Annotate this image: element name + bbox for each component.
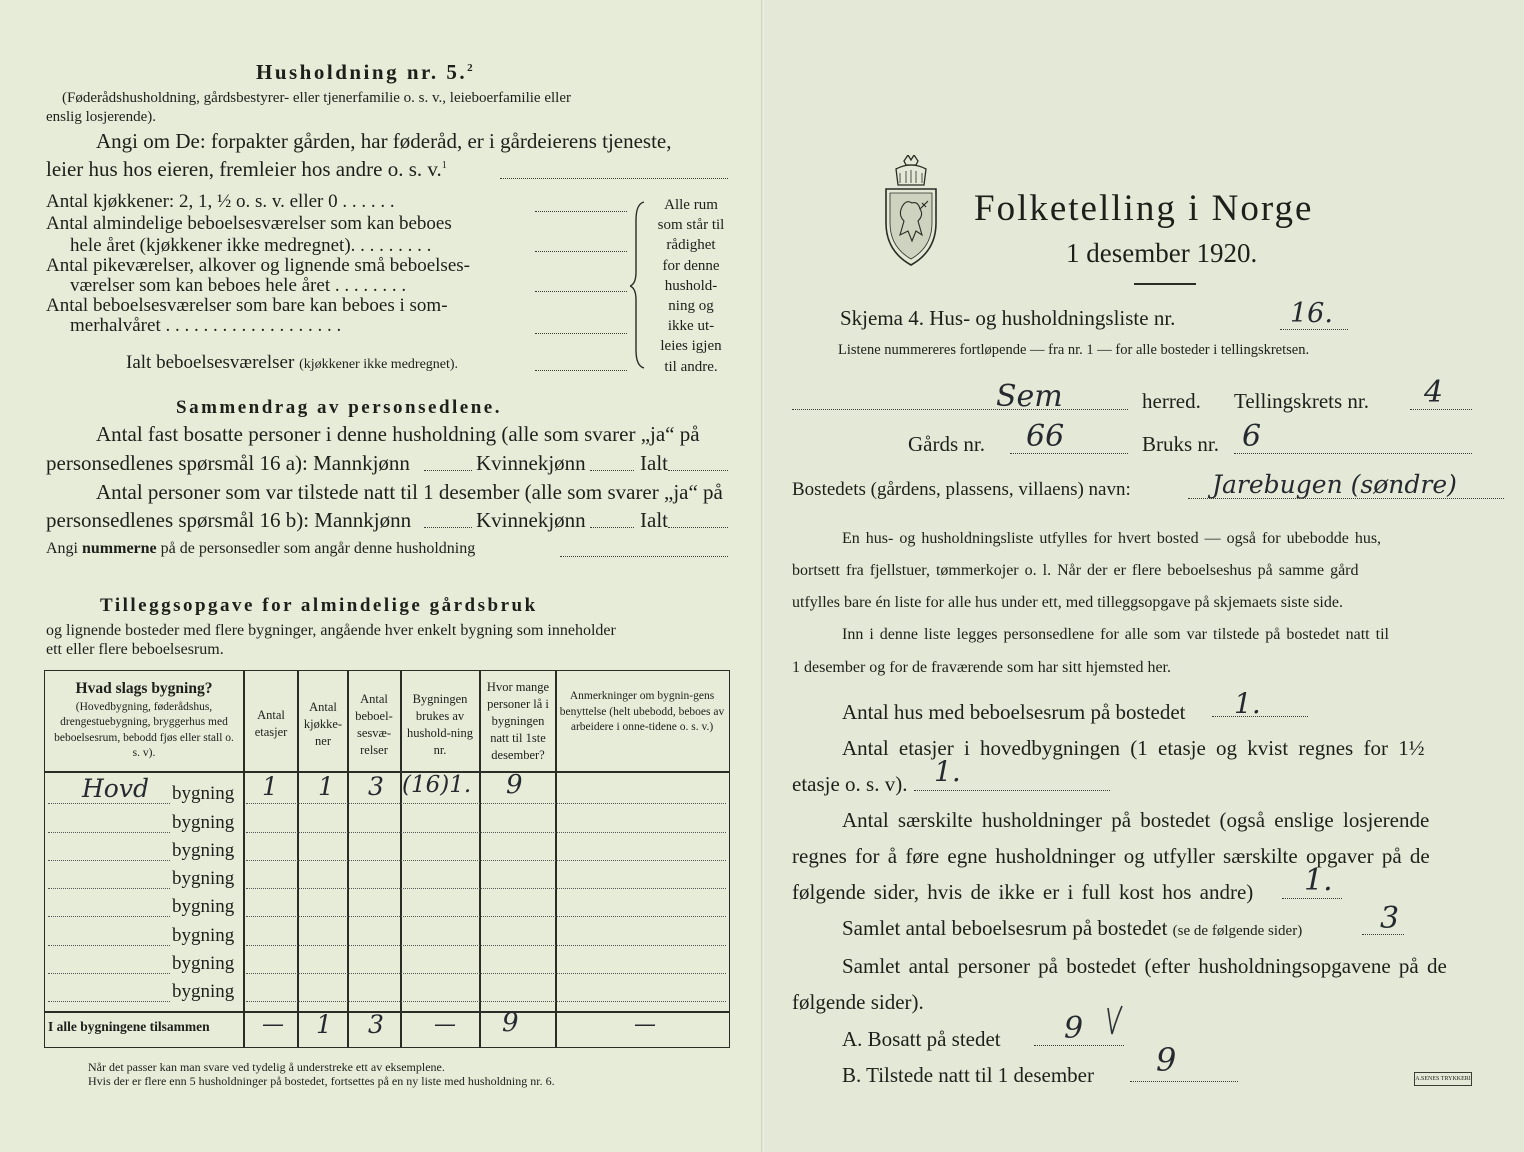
schema-line [1280,329,1348,330]
herred-line [792,409,1128,410]
col-header-type: Hvad slags bygning? (Hovedbygning, føderådshus, drengestuebygning, bryggerhus med beboelsesrum, bebodd fjøs eller stall o. s. v). [54,680,234,760]
a-floors: 1. [934,755,961,788]
instructions-1: En hus- og husholdningsliste utfylles for hvert bosted — også for ubebodde hus, [842,530,1382,547]
col-divider [555,671,557,1047]
rooms-total-line [535,370,627,371]
household-intro-2: enslig losjerende). [46,109,156,125]
q-floors-2: etasje o. s. v). [792,772,908,796]
row-building-label: bygning [172,925,235,946]
col-divider [479,671,481,1047]
krets-value: 4 [1424,375,1444,410]
answer-line [424,527,472,528]
row-building-label: bygning [172,896,235,917]
summary-line-4: personsedlenes spørsmål 16 b): Mannkjønn [46,508,412,532]
answer-line [590,527,634,528]
row-type-line [48,1001,170,1002]
nummerne-line [560,556,728,557]
totals-rooms: 3 [368,1010,384,1039]
herred-label: herred. [1142,389,1201,413]
q-floors-1: Antal etasjer i hovedbygningen (1 etasje og kvist regnes for 1½ [842,736,1425,760]
kvinnekjonn-label: Kvinnekjønn [476,451,586,475]
q-resident: A. Bosatt på stedet [842,1027,1001,1051]
footnote-1: Når det passer kan man svare ved tydelig å understreke ett av eksemplene. [88,1060,445,1074]
gards-label: Gårds nr. [908,432,985,456]
rooms-ordinary: Antal almindelige beboelsesværelser som kan beboes [46,213,452,234]
form-title: Folketelling i Norge [974,188,1314,229]
row-building-label: bygning [172,812,235,833]
krets-label: Tellingskrets nr. [1234,389,1370,413]
a-resident: 9 [1064,1011,1084,1046]
rooms-ordinary-2: hele året (kjøkkener ikke medregnet). . . . . . . . . [70,235,432,256]
row-building-label: bygning [172,840,235,861]
rooms-line [1362,934,1404,935]
krets-line [1410,409,1472,410]
q-households-1: Antal særskilte husholdninger på bostedet (også enslige losjerende [842,808,1430,832]
instructions-3: utfylles bare én liste for alle hus under ett, med tilleggsopgave på skjemaets siste side. [792,594,1343,611]
a-rooms: 3 [1380,901,1400,936]
angi-nummerne: Angi nummerne på de personsedler som angår denne husholdning [46,540,476,557]
angi-answer-line [500,178,728,179]
row-type-line [48,916,170,917]
row-cells-line [246,832,726,833]
totals-floors: — [262,1012,284,1037]
totals-divider [45,1011,729,1013]
household-title: Husholdning nr. 5.$^2$ [256,60,476,84]
supplement-title: Tilleggsopgave for almindelige gårdsbruk [100,595,538,616]
header-divider [45,771,729,773]
row-type-line [48,860,170,861]
instructions-2: bortsett fra fjellstuer, tømmerkojer o. l. Når der er flere beboelseshus på samme gård [792,562,1359,579]
totals-persons: 9 [502,1008,519,1038]
bruks-label: Bruks nr. [1142,432,1220,456]
summary-line-3: Antal personer som var tilstede natt til 1 desember (alle som svarer „ja“ på [96,480,723,504]
present-line [1130,1081,1238,1082]
q-rooms: Samlet antal beboelsesrum på bostedet (se de følgende sider) [842,916,1303,940]
right-page [764,0,1524,1152]
rooms-total: Ialt beboelsesværelser (kjøkkener ikke medregnet). [126,352,459,373]
q-households-3: følgende sider, hvis de ikke er i full kost hos andre) [792,880,1254,904]
answer-line [668,527,728,528]
row-cells-line [246,945,726,946]
answer-line [668,470,728,471]
row-cells-line [246,1001,726,1002]
kvinnekjonn-label-2: Kvinnekjønn [476,508,586,532]
instructions-4: Inn i denne liste legges personsedlene for alle som var tilstede på bostedet natt til [842,626,1389,643]
col-header-household: Bygningen brukes av hushold-ning nr. [407,692,473,757]
summary-title: Sammendrag av personsedlene. [176,397,502,418]
col-header-floors: Antal etasjer [254,708,288,739]
rooms-maids-2: værelser som kan beboes hele året . . . . . . . . [70,275,407,296]
side-note: Alle rum som står til rådighet for denne hushold- ning og ikke ut- leies igjen til andre. [657,197,725,375]
row1-floors: 1 [262,772,278,801]
summary-line-2: personsedlenes spørsmål 16 a): Mannkjønn [46,451,410,475]
resident-line [1034,1045,1124,1046]
row1-household: (16)1. [402,772,472,798]
gards-value: 66 [1026,419,1065,454]
printer-stamp: A.SENES TRYKKERI [1414,1072,1472,1086]
listing-note: Listene nummereres fortløpende — fra nr. 1 — for alle bosteder i tellingskretsen. [838,342,1310,358]
coat-of-arms-icon [882,155,940,267]
ialt-label-2: Ialt [640,508,668,532]
answer-line [590,470,634,471]
row1-kitchens: 1 [318,772,334,801]
rooms-kitchens: Antal kjøkkener: 2, 1, ½ o. s. v. eller 0 . . . . . . [46,191,395,212]
household-intro-1: (Føderådshusholdning, gårdsbestyrer- eller tjenerfamilie o. s. v., leieboerfamilie eller [62,90,571,106]
brace-icon [630,200,650,370]
ialt-label: Ialt [640,451,668,475]
row1-persons: 9 [506,770,523,800]
answer-line [535,333,627,334]
houses-line [1212,716,1308,717]
row1-type: Hovd [82,774,149,803]
q-present: B. Tilstede natt til 1 desember [842,1063,1094,1087]
row-cells-line [246,888,726,889]
row-cells-line [246,916,726,917]
supplement-intro-1: og lignende bosteder med flere bygninger, angående hver enkelt bygning som inneholder [46,622,616,639]
angi-line-2: leier hus hos eieren, fremleier hos andre o. s. v.$^1$ [46,157,447,181]
q-persons-2: følgende sider). [792,990,924,1014]
q-houses: Antal hus med beboelsesrum på bostedet [842,700,1186,724]
totals-label: I alle bygningene tilsammen [48,1019,210,1034]
row-type-line [48,973,170,974]
row-cells-line [246,973,726,974]
bosted-value: Jarebugen (søndre) [1212,470,1457,499]
bruks-value: 6 [1242,419,1262,454]
totals-remarks: — [634,1012,656,1037]
bosted-label: Bostedets (gårdens, plassens, villaens) navn: [792,479,1131,500]
summary-line-1: Antal fast bosatte personer i denne husholdning (alle som svarer „ja“ på [96,422,700,446]
row1-rooms: 3 [368,772,384,801]
col-divider [400,671,402,1047]
col-divider [297,671,299,1047]
row-type-line [48,888,170,889]
row-cells-line [246,860,726,861]
totals-household: — [434,1012,456,1037]
row-type-line [48,945,170,946]
q-persons-1: Samlet antal personer på bostedet (efter husholdningsopgavene på de [842,954,1447,978]
row-type-line [48,832,170,833]
totals-kitchens: 1 [316,1010,332,1039]
gards-line [1010,453,1128,454]
answer-line [535,291,627,292]
check-mark-icon [1104,1004,1126,1040]
q-households-2: regnes for å føre egne husholdninger og utfyller særskilte opgaver på de [792,844,1430,868]
schema-number: 16. [1290,298,1333,329]
angi-line-1: Angi om De: forpakter gården, har føderåd, er i gårdeierens tjeneste, [96,129,672,153]
row-cells-line [246,803,726,804]
floors-line [914,790,1110,791]
bruks-line [1234,453,1472,454]
rooms-summer-2: merhalvåret . . . . . . . . . . . . . . . . . . . [70,315,342,336]
households-line [1282,898,1342,899]
title-rule [1134,283,1196,285]
rooms-maids: Antal pikeværelser, alkover og lignende små beboelses- [46,255,470,276]
answer-line [535,251,627,252]
schema-label: Skjema 4. Hus- og husholdningsliste nr. [840,306,1176,330]
form-date: 1 desember 1920. [1066,238,1258,268]
row-building-label: bygning [172,953,235,974]
a-households: 1. [1304,863,1333,898]
footnote-2: Hvis der er flere enn 5 husholdninger på bostedet, fortsettes på en ny liste med husholdning nr. 6. [88,1074,555,1088]
a-houses: 1. [1234,687,1261,720]
row-building-label: bygning [172,783,235,804]
col-header-kitchens: Antal kjøkke-ner [303,700,343,748]
a-present: 9 [1156,1041,1177,1079]
row-type-line [48,803,170,804]
col-header-rooms: Antal beboel-sesvæ-relser [355,692,393,757]
col-divider [347,671,349,1047]
row-building-label: bygning [172,868,235,889]
answer-line [535,211,627,212]
bosted-line [1188,498,1504,499]
building-table [44,670,730,1048]
rooms-summer: Antal beboelsesværelser som bare kan beboes i som- [46,295,448,316]
herred-value: Sem [996,379,1063,414]
col-divider [243,671,245,1047]
answer-line [424,470,472,471]
col-header-remarks: Anmerkninger om bygnin-gens benyttelse (helt ubebodd, beboes av arbeidere i onne-tidene o. s. v.) [559,690,725,734]
row-building-label: bygning [172,981,235,1002]
supplement-intro-2: ett eller flere beboelsesrum. [46,641,224,658]
col-header-persons: Hvor mange personer lå i bygningen natt til 1ste desember? [486,680,550,762]
instructions-5: 1 desember og for de fraværende som har sitt hjemsted her. [792,659,1171,676]
